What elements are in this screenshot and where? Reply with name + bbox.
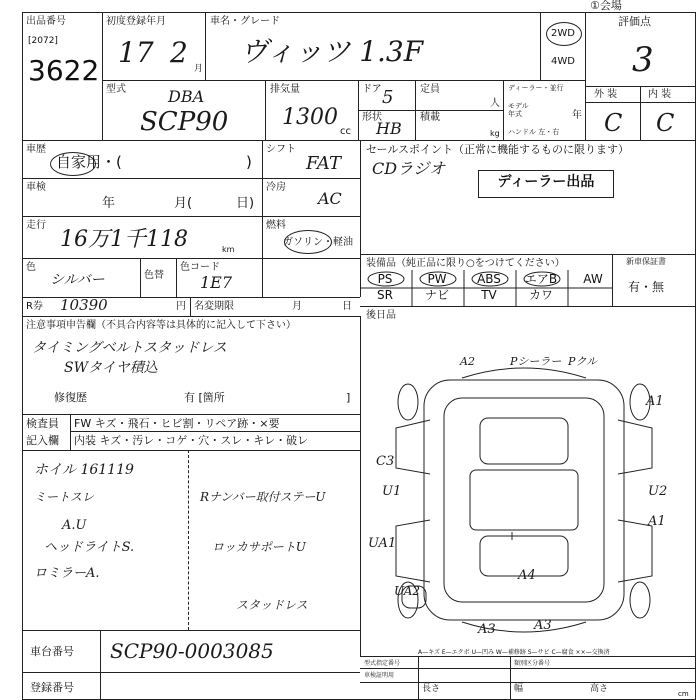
diag-mark-10: UA2 <box>394 584 421 598</box>
equip-leather: カワ <box>528 288 553 302</box>
displacement-value: 1300 <box>282 105 338 130</box>
diag-mark-4: A1 <box>646 394 664 409</box>
dealer-badge: ディーラー出品 <box>478 170 614 198</box>
notes-label: 注意事項申告欄（不具合内容等は具体的に記入して下さい） <box>26 320 296 331</box>
divider <box>22 140 696 141</box>
displacement-unit: cc <box>340 126 351 137</box>
capacity-label: 定員 <box>420 84 440 95</box>
inspector-note-2: ミートスレ <box>34 490 94 504</box>
interior-label: 内 装 <box>648 89 672 100</box>
inspector-note-5: ロミラーA. <box>34 566 100 581</box>
drive-4wd: 4WD <box>551 56 575 67</box>
damage-legend: A—キズ E—エクボ U—凹み W—補修跡 S—サビ C—腐食 ××—交換済 <box>418 649 610 656</box>
divider <box>503 80 504 140</box>
recycle-value: 10390 <box>60 296 108 314</box>
model-prefix: DBA <box>168 87 205 106</box>
color-swap-label: 色替 <box>144 270 164 281</box>
diag-mark-3: Pクル <box>568 355 598 368</box>
divider <box>360 316 361 656</box>
capacity-unit: 人 <box>490 98 500 109</box>
grade-value: 3 <box>632 40 654 80</box>
sales-point-label: セールスポイント（正常に機能するものに限ります） <box>366 143 630 156</box>
inspector-note-4: ヘッドライトS. <box>44 540 135 555</box>
divider <box>140 258 141 297</box>
inspector-note-6: Rナンバー取付ステーU <box>200 490 326 504</box>
divider <box>262 178 360 179</box>
diag-mark-1: A2 <box>460 355 475 368</box>
divider <box>22 316 360 317</box>
shift-value: FAT <box>306 153 341 174</box>
vehicle-label: 車名・グレード <box>210 16 280 27</box>
equip-aw: AW <box>583 272 603 286</box>
divider <box>540 12 541 80</box>
inspector-note-7: ロッカサポートU <box>212 540 306 554</box>
model-cert-height: 高さ <box>590 684 609 694</box>
diag-mark-6: U1 <box>382 484 402 499</box>
divider <box>360 306 696 307</box>
lot-number: 3622 <box>28 54 100 87</box>
divider <box>360 254 696 255</box>
deadline-label: 名変期限 <box>194 301 234 312</box>
dealer-parallel-label: ディーラー・並行 <box>508 84 564 92</box>
equip-airbag: エアB <box>524 272 558 286</box>
divider <box>205 12 206 80</box>
handle-label: ハンドル 左・右 <box>508 128 560 136</box>
diag-mark-5: C3 <box>376 454 395 469</box>
divider <box>640 86 641 140</box>
notes-value-2: SWタイヤ積込 <box>64 360 158 376</box>
divider <box>100 630 101 700</box>
shaken-day: 日) <box>236 196 255 211</box>
lot-label: 出品番号 <box>26 16 66 27</box>
registration-label: 初度登録年月 <box>106 16 166 27</box>
divider <box>612 254 613 306</box>
warranty-label: 新車保証書 <box>626 257 666 266</box>
diag-mark-9: UA1 <box>368 536 397 551</box>
model-cert-cm: cm <box>678 690 689 698</box>
divider <box>70 431 360 432</box>
grade-label: 評価点 <box>618 15 651 28</box>
divider <box>262 216 360 217</box>
interior-value: C <box>656 109 675 137</box>
color-value: シルバー <box>50 272 105 288</box>
lot-code: [2072] <box>28 36 58 46</box>
notes-value-1: タイミングベルトスタッドレス <box>32 340 227 356</box>
divider <box>102 12 103 140</box>
drive-2wd: 2WD <box>551 28 575 39</box>
load-label: 積載 <box>420 112 440 123</box>
divider <box>585 12 586 140</box>
shape-value: HB <box>376 119 402 138</box>
model-year-label: モデル年式 <box>508 102 529 118</box>
divider <box>22 450 360 451</box>
color-code: 1E7 <box>200 273 233 292</box>
model-cert-label-3: 車検証明用 <box>364 672 395 679</box>
diag-mark-11: A4 <box>518 568 536 583</box>
rear-seat-label: 後日品 <box>366 310 396 321</box>
divider <box>188 450 189 630</box>
frame-no-value: SCP90-0003085 <box>110 639 274 663</box>
usage-close: ) <box>246 153 252 171</box>
diag-mark-12: A3 <box>478 622 496 637</box>
frame-no-label: 車台番号 <box>30 645 74 658</box>
recycle-label: R券 <box>26 301 43 312</box>
vehicle-name: ヴィッツ 1.3F <box>240 35 424 68</box>
inspection-row-1: FW キズ・飛石・ヒビ割・リペア跡・×要 <box>74 417 280 430</box>
inspection-row-2: 内装 キズ・汚レ・コゲ・穴・スレ・キレ・破レ <box>74 434 309 447</box>
inspector-label-2: 記入欄 <box>26 434 59 447</box>
inspector-note-1: ホイル 161119 <box>34 462 134 478</box>
diag-mark-13: A3 <box>534 618 552 633</box>
repair-close: ] <box>346 391 351 404</box>
recycle-unit: 円 <box>176 301 186 312</box>
car-diagram <box>362 350 694 650</box>
inspector-label-1: 検査員 <box>26 417 59 430</box>
equip-navi: ナビ <box>424 288 449 302</box>
equip-pw: PW <box>427 272 447 286</box>
model-label: 型式 <box>106 84 126 95</box>
mileage-value: 16万1千118 <box>60 227 188 252</box>
diag-mark-2: Pシーラー <box>510 355 562 368</box>
shape-label: 形状 <box>362 112 382 123</box>
equip-tv: TV <box>481 288 497 302</box>
divider <box>22 178 262 179</box>
divider <box>22 672 360 673</box>
warranty-value: 有・無 <box>628 280 665 294</box>
model-cert-width: 幅 <box>514 684 524 694</box>
inspector-note-8: スタッドレス <box>236 598 308 612</box>
doors-label: ドア <box>362 84 382 95</box>
inspector-note-3: A.U <box>62 518 87 533</box>
fuel-options: ガソリン・軽油 <box>283 237 353 248</box>
registration-month: 2 <box>170 36 188 69</box>
fuel-label: 燃料 <box>266 220 286 231</box>
model-cert-label-2: 類別区分番号 <box>514 660 551 667</box>
model-cert-length: 長さ <box>422 684 441 694</box>
displacement-label: 排気量 <box>270 84 300 95</box>
divider <box>418 656 419 700</box>
usage-label: 車歴 <box>26 144 46 155</box>
mileage-unit: km <box>222 245 235 254</box>
divider <box>102 80 585 81</box>
aircon-label: 冷房 <box>266 182 286 193</box>
divider <box>22 216 262 217</box>
divider <box>360 668 696 669</box>
load-unit: kg <box>490 129 500 138</box>
exterior-value: C <box>604 109 623 137</box>
divider <box>262 140 263 297</box>
repair-label: 修復歴 <box>54 391 87 404</box>
divider <box>360 682 696 683</box>
divider <box>70 414 71 450</box>
deadline-day: 日 <box>342 301 352 312</box>
header-top-right: ①会場 <box>590 0 622 12</box>
diag-mark-8: A1 <box>648 514 666 529</box>
equip-abs: ABS <box>477 272 501 286</box>
equip-grid <box>360 270 612 306</box>
registration-year: 17 <box>118 36 154 69</box>
deadline-month: 月 <box>292 301 302 312</box>
exterior-label: 外 装 <box>594 89 618 100</box>
divider <box>265 80 266 140</box>
doors-value: 5 <box>382 87 394 108</box>
sales-point-value: CDラジオ <box>372 159 446 178</box>
model-code: SCP90 <box>140 107 229 137</box>
repair-value: 有 [箇所 <box>184 391 225 404</box>
color-code-label: 色コード <box>180 262 220 273</box>
shaken-month: 月( <box>174 196 193 211</box>
divider <box>510 656 511 700</box>
shaken-label: 車検 <box>26 182 46 193</box>
reg-no-label: 登録番号 <box>30 681 74 694</box>
usage-value: 自家用・( <box>56 153 122 171</box>
equipment-label: 装備品（純正品に限り○をつけてください） <box>366 258 565 269</box>
shaken-year: 年 <box>102 196 116 211</box>
divider <box>176 258 177 297</box>
divider <box>358 110 503 111</box>
aircon-value: AC <box>318 189 342 208</box>
divider <box>22 258 360 259</box>
divider <box>190 297 191 316</box>
diag-mark-7: U2 <box>648 484 668 499</box>
equip-ps: PS <box>377 272 393 286</box>
registration-month-unit: 月 <box>194 64 204 74</box>
divider <box>22 630 360 631</box>
mileage-label: 走行 <box>26 220 46 231</box>
model-year-unit: 年 <box>572 110 582 121</box>
color-label: 色 <box>26 262 36 273</box>
divider <box>22 414 360 415</box>
shift-label: シフト <box>266 144 296 155</box>
equip-sr: SR <box>377 288 393 302</box>
model-cert-label-1: 型式指定番号 <box>364 660 401 667</box>
